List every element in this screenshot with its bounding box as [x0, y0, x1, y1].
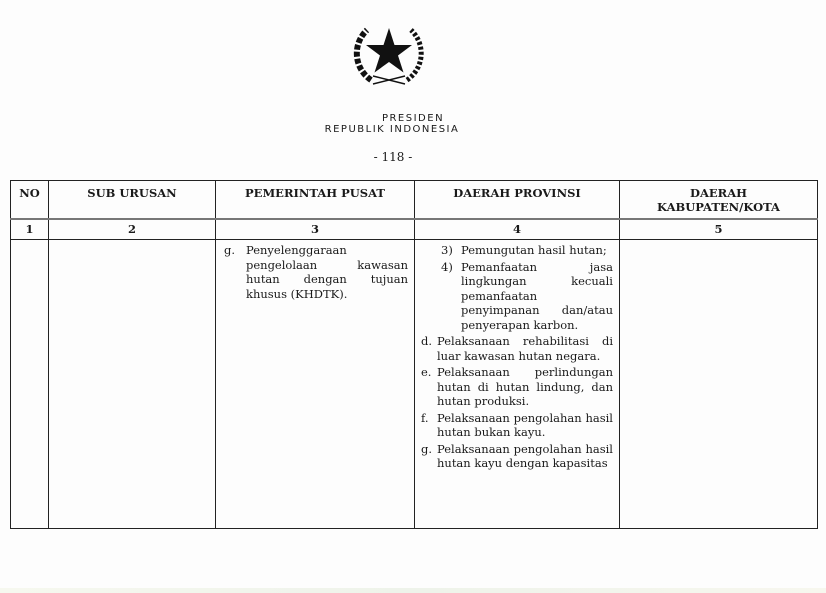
- cell-daerah-kabupaten-kota: [620, 240, 818, 529]
- col-number: 3: [216, 219, 415, 240]
- cell-daerah-provinsi: [415, 240, 620, 529]
- header-pemerintah-pusat: PEMERINTAH PUSAT: [216, 181, 415, 220]
- table-row: [11, 240, 818, 529]
- header-sub-urusan: SUB URUSAN: [49, 181, 216, 220]
- col-number: 1: [11, 219, 49, 240]
- list-item-text: Pelaksanaan pengolahan hasil hutan bukan kayu.: [437, 410, 613, 439]
- list-item: [421, 442, 613, 471]
- page-bottom-edge: [0, 588, 826, 593]
- list-item-label: g.: [421, 441, 433, 456]
- letterhead-subtitle: REPUBLIK INDONESIA: [324, 124, 460, 135]
- cell-pemerintah-pusat: [216, 240, 415, 529]
- col-number: 5: [620, 219, 818, 240]
- list-item-text: Pelaksanaan rehabilitasi di luar kawasan hutan negara.: [437, 334, 613, 363]
- list-item-text: Pelaksanaan pengolahan hasil hutan kayu dengan kapasitas: [437, 441, 613, 470]
- list-item-label: 4): [441, 259, 453, 274]
- col-number: 2: [49, 219, 216, 240]
- list-item-label: 3): [441, 243, 453, 257]
- list-item-text: Pelaksanaan perlindungan hutan di hutan lindung, dan hutan produksi.: [437, 365, 613, 408]
- list-item-text: Penyelenggaraan pengelolaan kawasan hutan dengan tujuan khusus (KHDTK).: [246, 243, 408, 301]
- garuda-star-wreath-icon: [349, 14, 429, 94]
- cell-no: [11, 240, 49, 529]
- list-item-label: d.: [421, 334, 433, 348]
- page-number: - 118 -: [373, 150, 413, 164]
- list-item: [222, 243, 408, 301]
- list-item: [421, 411, 613, 440]
- list-item-label: e.: [421, 365, 432, 379]
- col-number: 4: [415, 219, 620, 240]
- list-item: [421, 365, 613, 409]
- list-item-label: f.: [421, 410, 429, 425]
- letterhead-title: PRESIDEN: [381, 113, 445, 124]
- header-daerah-provinsi: DAERAH PROVINSI: [415, 181, 620, 220]
- list-item: [421, 334, 613, 363]
- column-number-row: [11, 219, 818, 240]
- list-item-text: Pemungutan hasil hutan;: [461, 243, 607, 257]
- table-header-row: [11, 181, 818, 220]
- list-item-text: Pemanfaatan jasa lingkungan kecuali pemanfaatan penyimpanan dan/atau penyerapan karbon.: [461, 259, 613, 332]
- header-no: NO: [11, 181, 49, 220]
- cell-sub-urusan: [49, 240, 216, 529]
- list-item: [421, 243, 613, 258]
- regulation-table: [10, 180, 818, 529]
- list-item-label: g.: [224, 243, 236, 257]
- header-daerah-kabupaten-kota: DAERAH KABUPATEN/KOTA: [620, 181, 818, 220]
- list-item: [421, 260, 613, 333]
